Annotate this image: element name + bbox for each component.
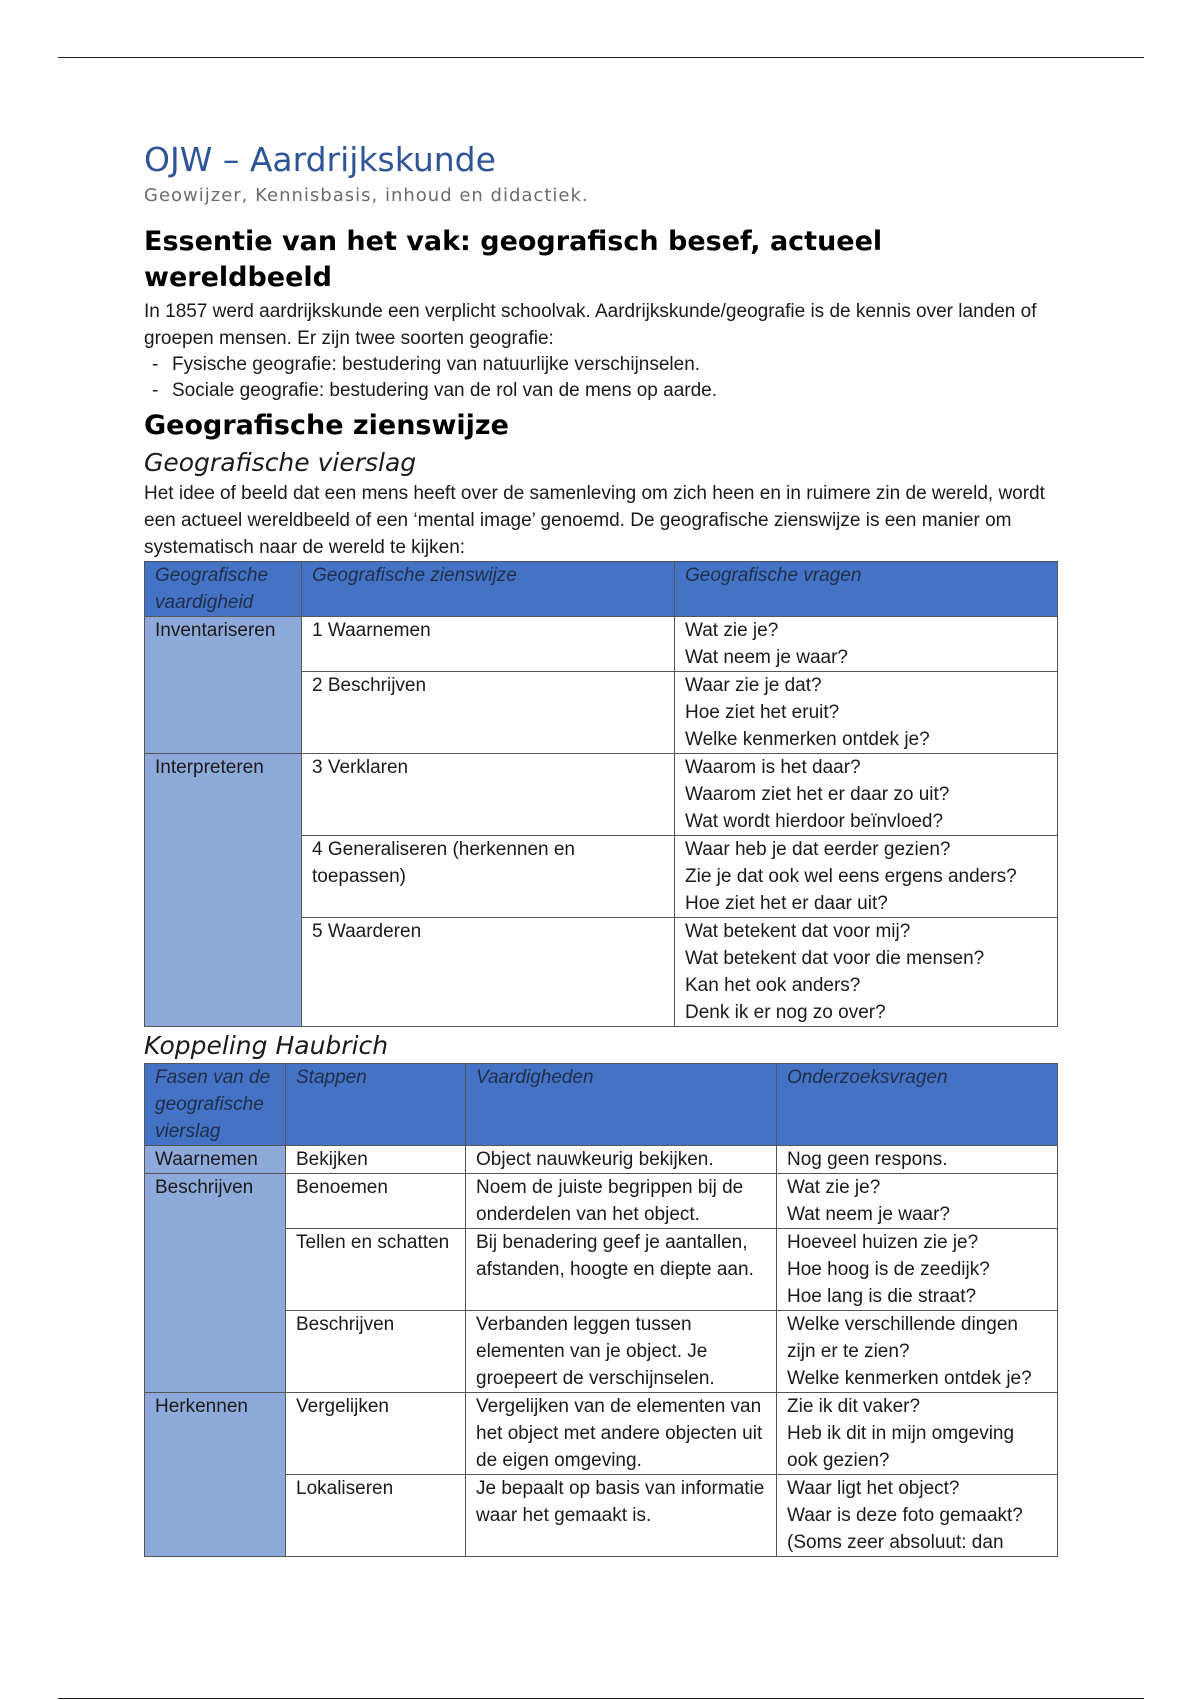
document-page (144, 138, 1056, 1557)
table-cell: Zie ik dit vaker? Heb ik dit in mijn omgeving ook gezien? (777, 1393, 1058, 1475)
table-header-cell: Geografische zienswijze (302, 562, 675, 617)
table-cell: Lokaliseren (286, 1475, 466, 1557)
group-cell: Waarnemen (145, 1146, 286, 1174)
table-row (145, 617, 1058, 672)
table-cell: Wat betekent dat voor mij? Wat betekent dat voor die mensen? Kan het ook anders? Denk ik er nog zo over? (675, 918, 1058, 1027)
table-cell: Waar zie je dat? Hoe ziet het eruit? Welke kenmerken ontdek je? (675, 672, 1058, 754)
table-cell: Hoeveel huizen zie je? Hoe hoog is de zeedijk? Hoe lang is die straat? (777, 1229, 1058, 1311)
group-cell: Beschrijven (145, 1174, 286, 1393)
table-cell: Bij benadering geef je aantallen, afstanden, hoogte en diepte aan. (466, 1229, 777, 1311)
table-cell: Welke verschillende dingen zijn er te zien? Welke kenmerken ontdek je? (777, 1311, 1058, 1393)
table-cell: Verbanden leggen tussen elementen van je object. Je groepeert de verschijnselen. (466, 1311, 777, 1393)
table-row (145, 1393, 1058, 1475)
geografie-list (144, 352, 1056, 404)
table-cell: Bekijken (286, 1146, 466, 1174)
haubrich-table (144, 1063, 1058, 1557)
table-cell: 3 Verklaren (302, 754, 675, 836)
vierslag-intro: Het idee of beeld dat een mens heeft over de samenleving om zich heen en in ruimere zin de wereld, wordt een actueel wereldbeeld of een ‘mental image’ genoemd. De geografische zienswijze is een manier om systematisch naar de wereld te kijken: (144, 483, 1045, 558)
group-cell: Herkennen (145, 1393, 286, 1557)
table-header-row (145, 562, 1058, 617)
table-header-row (145, 1064, 1058, 1146)
table-header-cell: Stappen (286, 1064, 466, 1146)
table-cell: Beschrijven (286, 1311, 466, 1393)
table-header-cell: Onderzoeksvragen (777, 1064, 1058, 1146)
table-row (145, 1146, 1058, 1174)
section-heading-zienswijze: Geografische zienswijze (144, 410, 509, 441)
table-row (145, 754, 1058, 836)
table-cell: 5 Waarderen (302, 918, 675, 1027)
table-cell: Nog geen respons. (777, 1146, 1058, 1174)
table-header-cell: Geografische vaardigheid (145, 562, 302, 617)
table-cell: Wat zie je? Wat neem je waar? (777, 1174, 1058, 1229)
table-header-cell: Fasen van de geografische vierslag (145, 1064, 286, 1146)
subheading-haubrich: Koppeling Haubrich (144, 1031, 389, 1060)
table-header-cell: Geografische vragen (675, 562, 1058, 617)
table-cell: Benoemen (286, 1174, 466, 1229)
table-cell: Je bepaalt op basis van informatie waar het gemaakt is. (466, 1475, 777, 1557)
table-cell: Waar heb je dat eerder gezien? Zie je dat ook wel eens ergens anders? Hoe ziet het er daar uit? (675, 836, 1058, 918)
vierslag-table (144, 561, 1058, 1027)
table-row (145, 1174, 1058, 1229)
table-cell: Vergelijken (286, 1393, 466, 1475)
section-intro-essentie: In 1857 werd aardrijkskunde een verplicht schoolvak. Aardrijkskunde/geografie is de kennis over landen of groepen mensen. Er zijn twee soorten geografie: (144, 301, 1037, 349)
table-cell: 1 Waarnemen (302, 617, 675, 672)
table-cell: Wat zie je? Wat neem je waar? (675, 617, 1058, 672)
table-cell: Object nauwkeurig bekijken. (466, 1146, 777, 1174)
list-item: - Fysische geografie: bestudering van natuurlijke verschijnselen. (144, 352, 1056, 378)
document-subtitle: Geowijzer, Kennisbasis, inhoud en didactiek. (144, 185, 589, 206)
section-heading-essentie: Essentie van het vak: geografisch besef, actueel wereldbeeld (144, 226, 883, 293)
table-header-cell: Vaardigheden (466, 1064, 777, 1146)
table-cell: Waarom is het daar? Waarom ziet het er daar zo uit? Wat wordt hierdoor beïnvloed? (675, 754, 1058, 836)
table-cell: Vergelijken van de elementen van het object met andere objecten uit de eigen omgeving. (466, 1393, 777, 1475)
table-cell: 4 Generaliseren (herkennen en toepassen) (302, 836, 675, 918)
table-cell: Waar ligt het object? Waar is deze foto gemaakt? (Soms zeer absoluut: dan (777, 1475, 1058, 1557)
footer-rule (58, 1698, 1144, 1699)
table-cell: 2 Beschrijven (302, 672, 675, 754)
header-rule (58, 57, 1144, 58)
list-item: - Sociale geografie: bestudering van de rol van de mens op aarde. (144, 378, 1056, 404)
table-cell: Tellen en schatten (286, 1229, 466, 1311)
subheading-vierslag: Geografische vierslag (144, 448, 417, 477)
group-cell: Inventariseren (145, 617, 302, 754)
group-cell: Interpreteren (145, 754, 302, 1027)
table-cell: Noem de juiste begrippen bij de onderdelen van het object. (466, 1174, 777, 1229)
document-title: OJW – Aardrijkskunde (144, 140, 496, 179)
